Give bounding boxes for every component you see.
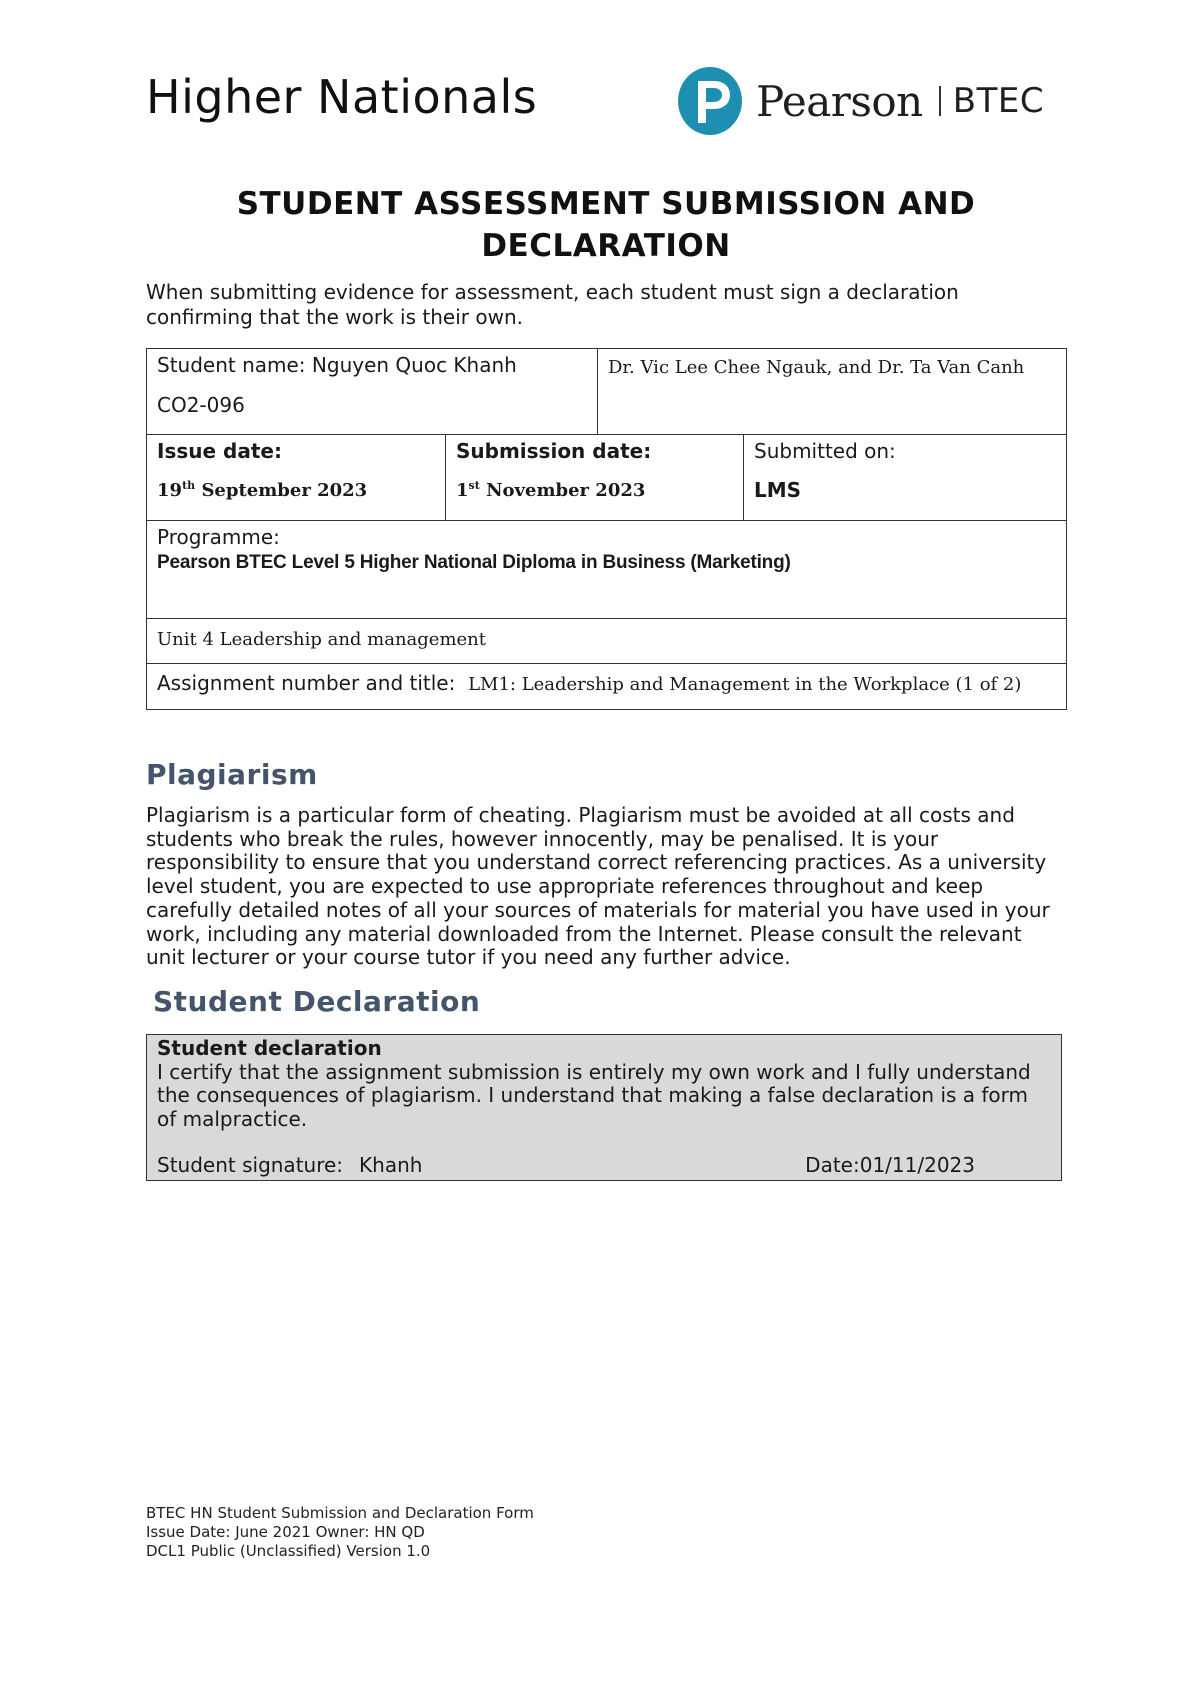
- signature-label: Student signature:: [157, 1153, 344, 1177]
- student-name: Nguyen Quoc Khanh: [311, 353, 517, 377]
- submitted-on-label: Submitted on:: [754, 439, 896, 463]
- pearson-btec-logo: [676, 64, 1044, 138]
- signature-line: [157, 1154, 1051, 1180]
- submission-date-label: Submission date:: [456, 439, 652, 463]
- row-student: [147, 349, 1066, 435]
- submission-date-value: 1st November 2023: [456, 479, 646, 501]
- footer-line1: BTEC HN Student Submission and Declaration Form: [146, 1504, 534, 1522]
- programme-value: Pearson BTEC Level 5 Higher National Diploma in Business (Marketing): [157, 552, 791, 573]
- submission-date-cell: [445, 435, 743, 520]
- student-name-label: Student name:: [157, 353, 306, 377]
- programme-cell: [147, 521, 1066, 618]
- declaration-box-title: Student declaration: [157, 1036, 382, 1060]
- student-declaration-heading: Student Declaration: [153, 985, 481, 1018]
- assignment-cell: [147, 664, 1066, 709]
- assessor-names: Dr. Vic Lee Chee Ngauk, and Dr. Ta Van Canh: [597, 349, 1066, 434]
- footer-line2: Issue Date: June 2021 Owner: HN QD: [146, 1523, 425, 1541]
- footer-line3: DCL1 Public (Unclassified) Version 1.0: [146, 1542, 431, 1560]
- programme-label: Programme:: [157, 525, 280, 549]
- plagiarism-text: Plagiarism is a particular form of cheating. Plagiarism must be avoided at all costs and students who break the rules, however innocently, may be penalised. It is your responsibility to ensure that you understand correct referencing practices. As a university level student, you are expected to use appropriate references throughout and keep carefully detailed notes of all your sources of materials for material you have used in your work, including any material downloaded from the Internet. Please consult the relevant unit lecturer or your course tutor if you need any further advice.: [146, 803, 1050, 970]
- pearson-p-icon: [676, 65, 744, 137]
- row-dates: [147, 435, 1066, 521]
- btec-wordmark: BTEC: [952, 81, 1045, 121]
- row-programme: [147, 521, 1066, 619]
- form-title-line1: STUDENT ASSESSMENT SUBMISSION AND: [236, 186, 976, 222]
- issue-date-cell: [147, 435, 445, 520]
- form-title-line2: DECLARATION: [481, 228, 731, 264]
- declaration-text: I certify that the assignment submission is entirely my own work and I fully understand the consequences of plagiarism. I understand that making a false declaration is a form of malpractice.: [157, 1059, 1031, 1132]
- assignment-label: Assignment number and title:: [157, 671, 456, 695]
- submitted-on-cell: [743, 435, 1066, 520]
- logo-divider: [939, 86, 941, 116]
- submission-details-table: [146, 348, 1067, 710]
- higher-nationals-title: Higher Nationals: [146, 70, 538, 124]
- form-title: [146, 183, 1066, 267]
- assignment-title: LM1: Leadership and Management in the Workplace (1 of 2): [468, 674, 1022, 695]
- issue-date-value: 19th September 2023: [157, 479, 368, 501]
- row-unit: [147, 619, 1066, 664]
- page-footer: [146, 1504, 534, 1561]
- pearson-wordmark: Pearson: [756, 76, 923, 126]
- student-id: CO2-096: [157, 393, 245, 417]
- signature-value: Khanh: [359, 1153, 423, 1177]
- declaration-date: Date:01/11/2023: [805, 1153, 975, 1177]
- plagiarism-heading: Plagiarism: [146, 758, 318, 791]
- student-cell: [147, 349, 597, 434]
- submitted-on-value: LMS: [754, 478, 802, 502]
- row-assignment: [147, 664, 1066, 709]
- student-declaration-box: [146, 1034, 1062, 1181]
- unit-value: Unit 4 Leadership and management: [157, 629, 487, 650]
- intro-text: When submitting evidence for assessment, each student must sign a declaration confirming that the work is their own.: [146, 280, 959, 329]
- issue-date-label: Issue date:: [157, 439, 282, 463]
